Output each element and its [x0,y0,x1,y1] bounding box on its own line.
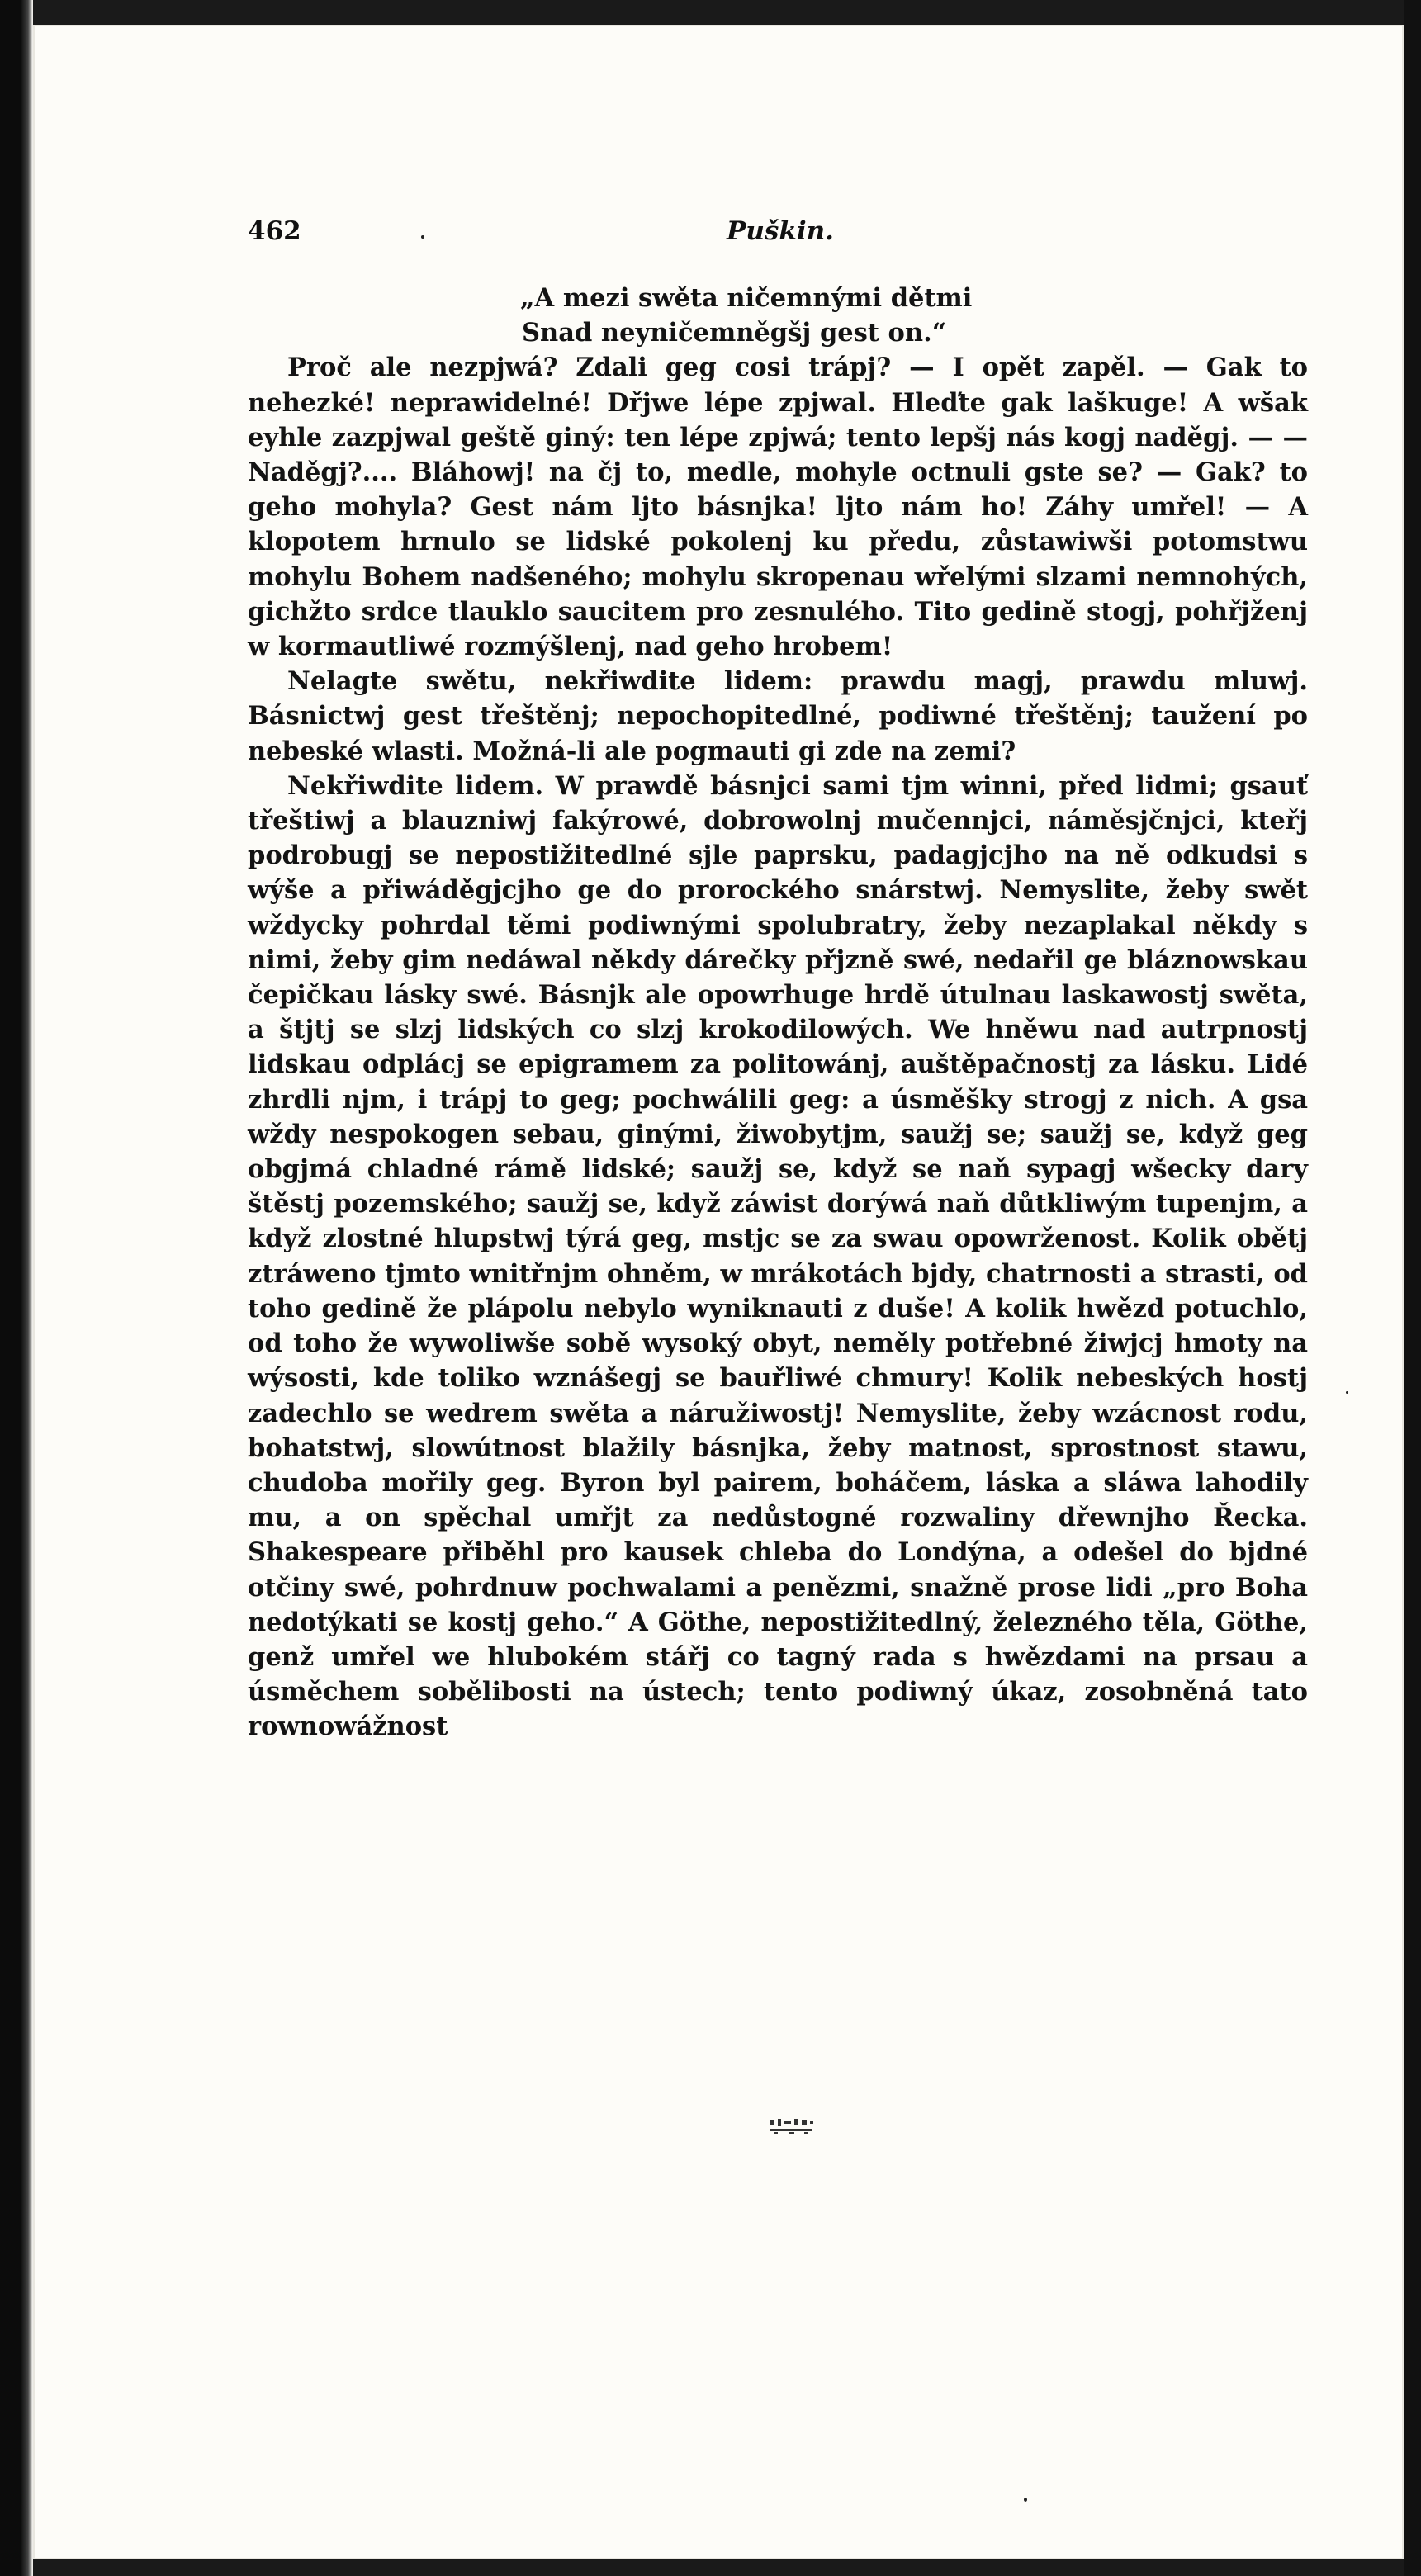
printer-ornament-icon [768,2119,816,2135]
paragraph-1: Proč ale nezpjwá? Zdali geg cosi trápj? — I opět zapěl. — Gak to nehezké! neprawidelné! Dřjwe lépe zpjwal. Hleďte gak laškuge! A wšak eyhle zazpjwal geště giný: ten lépe zpjwá; tento lepšj nás kogj naděgj. — — Naděgj?.... Bláhowj! na čj to, medle, mohyle octnuli gste se? — Gak? to geho mohyla? Gest nám ljto básnjka! ljto nám ho! Záhy umřel! — A klopotem hrnulo se lidské pokolenj ku předu, zůstawiwši potomstwu mohylu Bohem nadšeného; mohylu skropenau wřelými slzami nemnohých, gichžto srdce tlauklo saucitem pro zesnulého. Tito gedině stogj, pohřjženj w kormautliwé rozmýšlenj, nad geho hrobem! [248,353,1308,662]
verse-quote [248,281,1308,350]
body-text [248,281,1308,1745]
verse-line-1: „A mezi swěta ničemnými dětmi [520,283,973,313]
paragraph-2: Nelagte swětu, nekřiwdite lidem: prawdu magj, prawdu mluwj. Básnictwj gest třeštěnj; nepochopitedlné, podiwné třeštěnj; taužení po nebeské wlasti. Možná-li ale pogmauti gi zde na zemi? [248,666,1308,766]
print-speck [1024,2498,1027,2502]
running-title: Puškin. [727,216,834,246]
scan-border-right [1404,0,1421,2576]
print-speck [1346,1391,1348,1394]
scan-border-left [0,0,33,2576]
page-header [248,216,1321,249]
paragraph-3: Nekřiwdite lidem. W prawdě básnjci sami tjm winni, před lidmi; gsauť třeštiwj a blauzniwj fakýrowé, dobrowolnj mučennjci, náměsjčnjci, kteřj podrobugj se nepostižitedlné sjle paprsku, padagjcjho na ně odkudsi s wýše a přiwáděgjcjho ge do prorockého snárstwj. Nemyslite, žeby swět wždycky pohrdal těmi podiwnými spolubratry, žeby nezaplakal někdy s nimi, žeby gim nedáwal někdy dárečky přjzně swé, nedařil ge bláznowskau čepičkau lásky swé. Básnjk ale opowrhuge hrdě útulnau laskawostj swěta, a štjtj se slzj lidských co slzj krokodilowých. We hněwu nad autrpnostj lidskau odplácj se epigramem za politowánj, auštěpačnostj za lásku. Lidé zhrdli njm, i trápj to geg; pochwálili geg: a úsměšky strogj z nich. A gsa wždy nespokogen sebau, ginými, žiwobytjm, saužj se; saužj se, když geg obgjmá chladné rámě lidské; saužj se, když se naň sypagj wšecky dary štěstj pozemského; saužj se, když záwist dorýwá naň důtkliwým tupenjm, a když zlostné hlupstwj týrá geg, mstjc se za swau opowrženost. Kolik obětj ztráweno tjmto wnitřnjm ohněm, w mrákotách bjdy, chatrnosti a strasti, od toho gedině že plápolu nebylo wyniknauti z duše! A kolik hwězd potuchlo, od toho že wywoliwše sobě wysoký obyt, neměly potřebné žiwjcj hmoty na wýsosti, kde toliko wznášegj se bauřliwé chmury! Kolik nebeských hostj zadechlo se wedrem swěta a náružiwostj! Nemyslite, žeby wzácnost rodu, bohatstwj, slowútnost blažily básnjka, žeby matnost, sprostnost stawu, chudoba mořily geg. Byron byl pairem, boháčem, láska a sláwa lahodily mu, a on spěchal umřjt za nedůstogné rozwaliny dřewnjho Řecka. Shakespeare přiběhl pro kausek chleba do Londýna, a odešel do bjdné otčiny swé, pohrdnuw pochwalami a penězmi, snažně prose lidi „pro Boha nedotýkati se kostj geho.“ A Göthe, nepostižitedlný, železného těla, Göthe, genž umřel we hlubokém stářj co tagný rada s hwězdami na prsau a úsměchem sobělibosti na ústech; tento podiwný úkaz, zosobněná tato rownowážnost [248,770,1308,1742]
page-number: 462 [248,216,301,246]
verse-line-2: Snad neyničemněgšj gest on.“ [522,318,947,348]
